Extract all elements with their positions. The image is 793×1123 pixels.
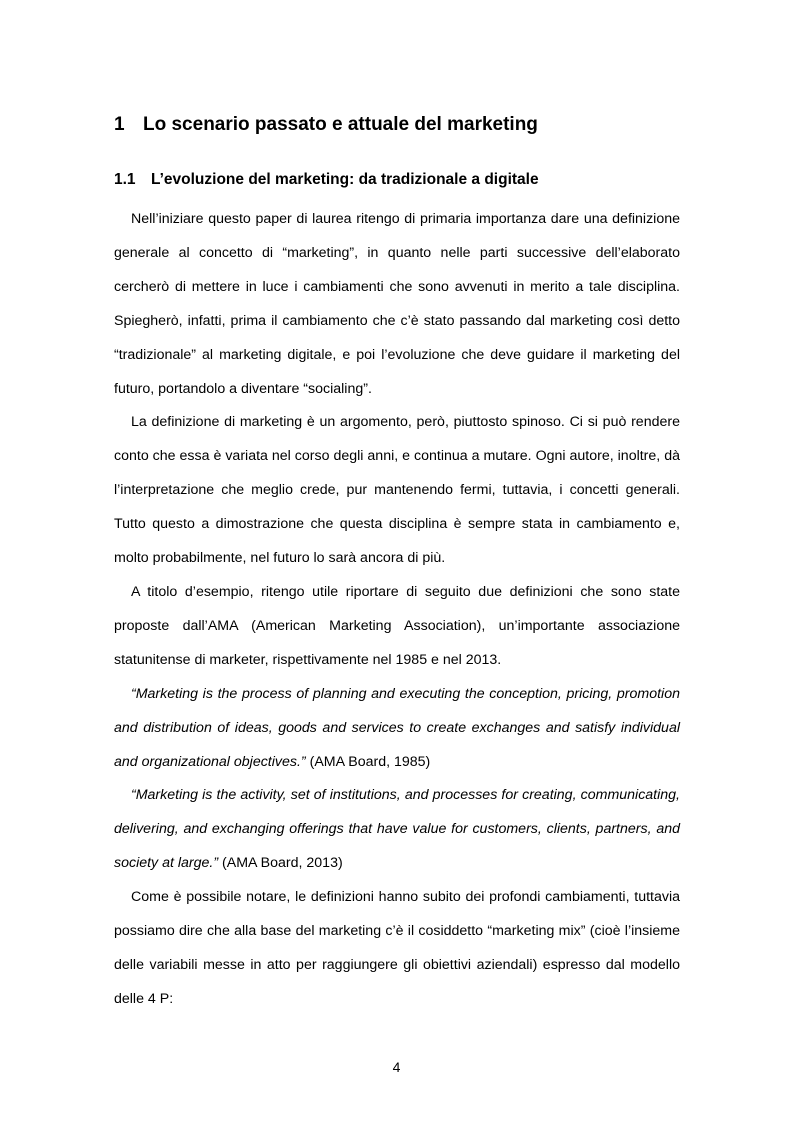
section-heading	[114, 169, 694, 191]
quote-citation: (AMA Board, 2013)	[218, 855, 343, 872]
chapter-number: 1	[114, 114, 125, 135]
paragraph: A titolo d’esempio, ritengo utile riportare di seguito due definizioni che sono state proposte dall’AMA (American Marketing Association), un’importante associazione statunitense di marketer, rispettivamente nel 1985 e nel 2013.	[114, 583, 680, 668]
quote-citation: (AMA Board, 1985)	[305, 753, 431, 770]
page-number: 4	[392, 1059, 401, 1075]
section-title: L’evoluzione del marketing: da tradizionale a digitale	[151, 171, 539, 188]
quote-definition-1985	[114, 678, 680, 780]
quote-definition-2013	[114, 779, 680, 881]
body-text	[114, 203, 680, 1017]
section-number: 1.1	[114, 171, 136, 188]
paragraph: Nell’iniziare questo paper di laurea ritengo di primaria importanza dare una definizione generale al concetto di “marketing”, in quanto nelle parti successive dell’elaborato cercherò di mettere in luce i cambiamenti che sono avvenuti in merito a tale disciplina. Spiegherò, infatti, prima il cambiamento che c’è stato passando dal marketing così detto “tradizionale” al marketing digitale, e poi l’evoluzione che deve guidare il marketing del futuro, portandolo a diventare “socialing”.	[114, 211, 680, 397]
paragraph: Come è possibile notare, le definizioni hanno subito dei profondi cambiamenti, tuttavia possiamo dire che alla base del marketing c’è il cosiddetto “marketing mix” (cioè l’insieme delle variabili messe in atto per raggiungere gli obiettivi aziendali) espresso dal modello delle 4 P:	[114, 889, 680, 1007]
chapter-title: Lo scenario passato e attuale del marketing	[143, 114, 538, 135]
paragraph: La definizione di marketing è un argomento, però, piuttosto spinoso. Ci si può rendere conto che essa è variata nel corso degli anni, e continua a mutare. Ogni autore, inoltre, dà l’interpretazione che meglio crede, pur mantenendo fermi, tuttavia, i concetti generali. Tutto questo a dimostrazione che questa disciplina è sempre stata in cambiamento e, molto probabilmente, nel futuro lo sarà ancora di più.	[114, 414, 680, 567]
quote-text: “Marketing is the activity, set of institutions, and processes for creating, communicating, delivering, and exchanging offerings that have value for customers, clients, partners, and society at large.”	[114, 787, 680, 872]
quote-text: “Marketing is the process of planning and executing the conception, pricing, promotion and distribution of ideas, goods and services to create exchanges and satisfy individual and organizational objectives.”	[114, 685, 680, 770]
chapter-heading	[114, 112, 694, 138]
